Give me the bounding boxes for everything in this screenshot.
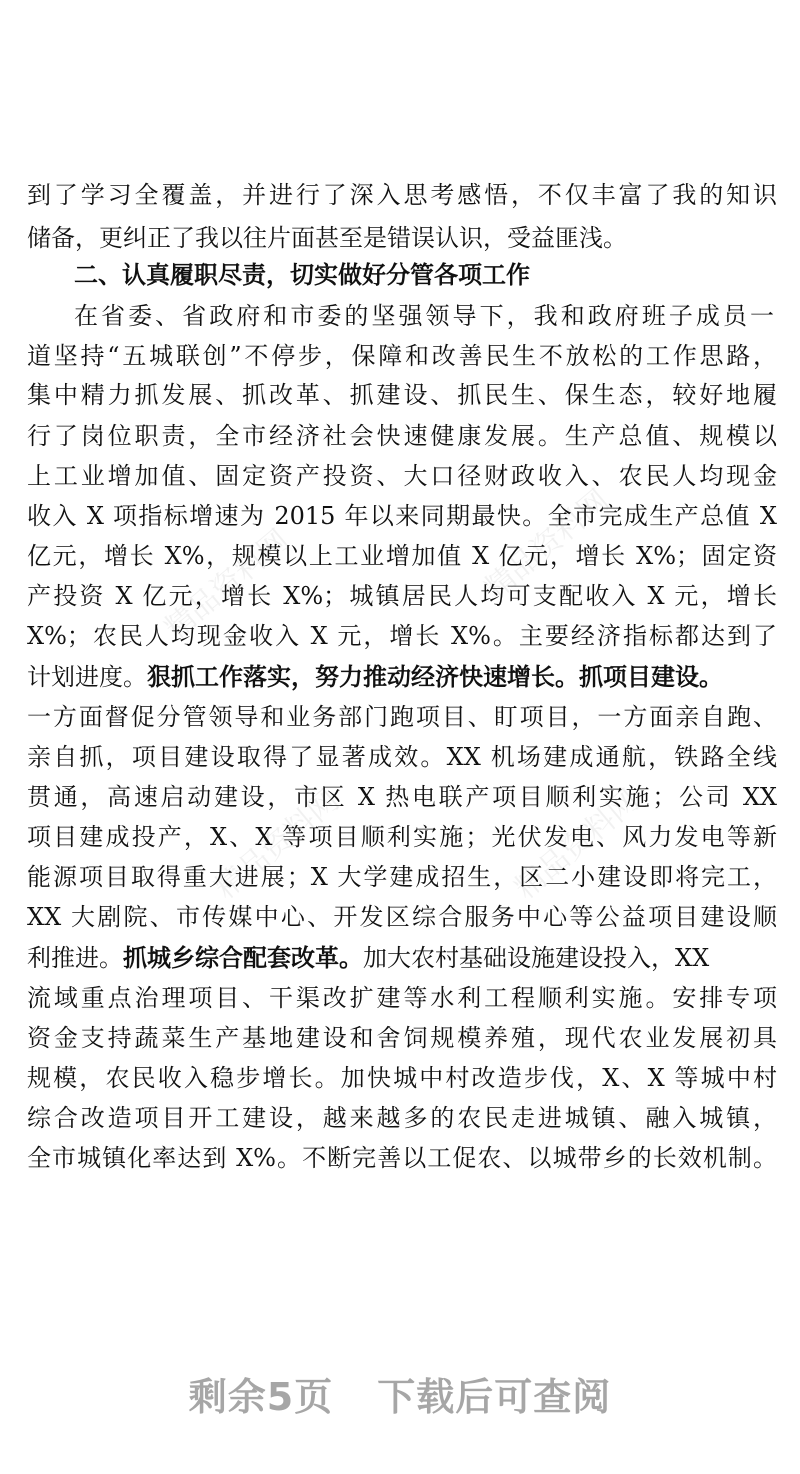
- text-line: 储备，更纠正了我以往片面甚至是错误认识，受益匪浅。: [27, 224, 627, 252]
- text-line: [27, 940, 777, 976]
- text-line: 上工业增加值、固定资产投资、大口径财政收入、农民人均现金: [27, 462, 777, 490]
- text-line: 综合改造项目开工建设，越来越多的农民走进城镇、融入城镇，: [27, 1104, 777, 1132]
- text-line: 流域重点治理项目、干渠改扩建等水利工程顺利实施。安排专项: [27, 984, 777, 1012]
- text-run: 计划进度。: [27, 663, 147, 691]
- text-line: 全市城镇化率达到 X%。不断完善以工促农、以城带乡的长效机制。: [27, 1144, 777, 1172]
- text-line: 亿元，增长 X%，规模以上工业增加值 X 亿元，增长 X%；固定资: [27, 542, 777, 570]
- text-run: 加大农村基础设施建设投入，XX: [363, 944, 710, 972]
- section-heading: 二、认真履职尽责，切实做好分管各项工作: [74, 261, 530, 289]
- text-line: 亲自抓，项目建设取得了显著成效。XX 机场建成通航，铁路全线: [27, 743, 777, 771]
- watermark: 精品资料网: [478, 483, 616, 607]
- text-line: 能源项目取得重大进展；X 大学建成招生，区二小建设即将完工，: [27, 863, 777, 891]
- text-line: 收入 X 项指标增速为 2015 年以来同期最快。全市完成生产总值 X: [27, 502, 777, 530]
- watermark: 精品资料网: [508, 783, 646, 907]
- text-line: 集中精力抓发展、抓改革、抓建设、抓民生、保生态，较好地履: [27, 381, 777, 409]
- text-line: XX 大剧院、市传媒中心、开发区综合服务中心等公益项目建设顺: [27, 903, 777, 931]
- text-line: 项目建成投产，X、X 等项目顺利实施；光伏发电、风力发电等新: [27, 823, 777, 851]
- text-line: 在省委、省政府和市委的坚强领导下，我和政府班子成员一: [74, 302, 774, 330]
- text-line: 道坚持“五城联创”不停步，保障和改善民生不放松的工作思路，: [27, 342, 777, 370]
- text-line: 行了岗位职责，全市经济社会快速健康发展。生产总值、规模以: [27, 422, 777, 450]
- watermark: 精品资料网: [158, 523, 296, 647]
- remaining-pages-label: 剩余5页: [188, 1375, 334, 1419]
- text-line: 资金支持蔬菜生产基地建设和舍饲规模养殖，现代农业发展初具: [27, 1024, 777, 1052]
- remaining-pages-notice[interactable]: [0, 1366, 800, 1421]
- bold-subheading: 狠抓工作落实，努力推动经济快速增长。抓项目建设。: [147, 662, 723, 691]
- text-run: 利推进。: [27, 944, 123, 972]
- text-line: 产投资 X 亿元，增长 X%；城镇居民人均可支配收入 X 元，增长: [27, 582, 777, 610]
- text-line: [27, 659, 777, 695]
- text-line: 贯通，高速启动建设，市区 X 热电联产项目顺利实施；公司 XX: [27, 783, 777, 811]
- bold-subheading: 抓城乡综合配套改革。: [123, 943, 363, 972]
- watermark: 精品资料网: [208, 783, 346, 907]
- text-line: 一方面督促分管领导和业务部门跑项目、盯项目，一方面亲自跑、: [27, 703, 777, 731]
- text-line: 到了学习全覆盖，并进行了深入思考感悟，不仅丰富了我的知识: [27, 181, 777, 209]
- download-to-view-label: 下载后可查阅: [377, 1375, 612, 1419]
- text-line: 规模，农民收入稳步增长。加快城中村改造步伐，X、X 等城中村: [27, 1064, 777, 1092]
- text-line: X%；农民人均现金收入 X 元，增长 X%。主要经济指标都达到了: [27, 622, 777, 650]
